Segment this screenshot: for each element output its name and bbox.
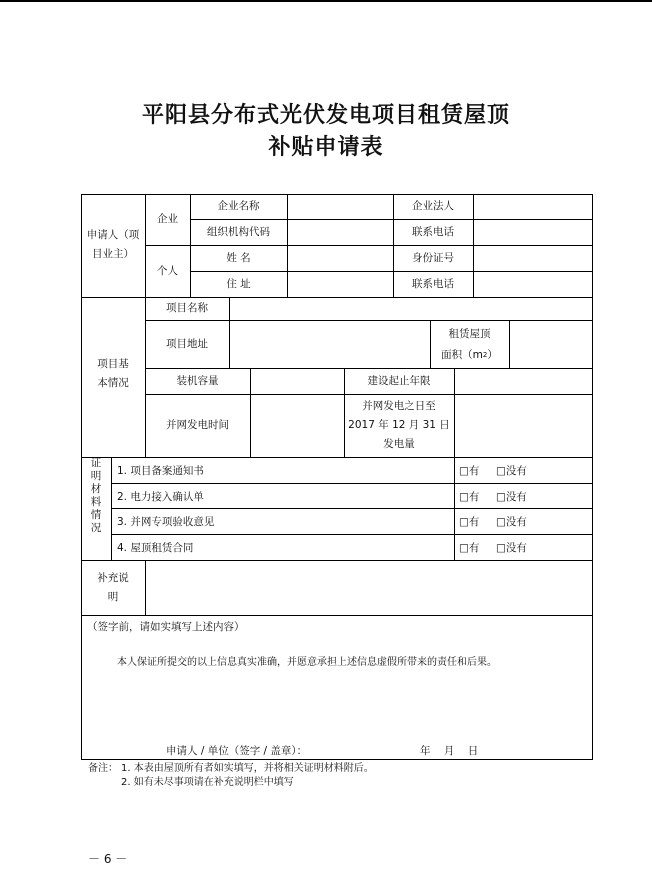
material-no-checkbox[interactable]: □没有 (496, 490, 527, 503)
capacity-label: 装机容量 (176, 374, 219, 387)
document-subtitle: 补贴申请表 (268, 134, 384, 160)
org-code-label: 组织机构代码 (207, 225, 270, 238)
project-address-label: 项目地址 (166, 337, 208, 350)
materials-label: 证明材料情况 (90, 457, 102, 534)
generation-label-1: 并网发电之日至 (362, 400, 436, 412)
enterprise-label: 企业 (157, 213, 178, 225)
roof-area-label-2: 面积（m 2 ） (441, 348, 498, 361)
material-yes-checkbox[interactable]: □有 (459, 516, 480, 528)
document-title: 平阳县分布式光伏发电项目租赁屋顶 (141, 102, 510, 128)
material-item-name: 3. 并网专项验收意见 (117, 516, 215, 528)
phone-label: 联系电话 (412, 225, 454, 238)
note-line-2: 2. 如有未尽事项请在补充说明栏中填写 (121, 777, 294, 788)
top-rule (0, 0, 652, 2)
page-number: － 6 － (88, 852, 128, 866)
generation-label-2: 2017 年 12 月 31 日 (348, 419, 450, 431)
project-name-label: 项目名称 (166, 302, 208, 314)
grid-time-label: 并网发电时间 (166, 419, 229, 431)
material-yes-checkbox[interactable]: □有 (459, 542, 480, 554)
supplement-label: 补充说明 (97, 572, 129, 603)
application-form (81, 194, 593, 760)
phone-label-2: 联系电话 (412, 277, 454, 290)
sign-date: 年 月 日 (420, 744, 479, 757)
declaration-text: 本人保证所提交的以上信息真实准确，并愿意承担上述信息虚假所带来的责任和后果。 (117, 656, 497, 668)
legal-person-label: 企业法人 (412, 200, 454, 212)
material-item-name: 4. 屋顶租赁合同 (117, 542, 194, 554)
notes-label: 备注： (88, 763, 118, 774)
material-item-name: 1. 项目备案通知书 (117, 465, 204, 477)
generation-label-3: 发电量 (383, 438, 415, 450)
period-label: 建设起止年限 (367, 374, 431, 387)
address-label: 住 址 (226, 277, 251, 290)
material-yes-checkbox[interactable]: □有 (459, 490, 480, 503)
material-no-checkbox[interactable]: □没有 (496, 465, 527, 477)
applicant-label: 申请人（项目业主） (86, 229, 140, 260)
signer-label: 申请人 / 单位（签字 / 盖章）： (166, 744, 308, 757)
name-label: 姓 名 (226, 251, 251, 264)
individual-label: 个人 (157, 264, 178, 277)
company-name-label: 企业名称 (217, 200, 260, 212)
material-no-checkbox[interactable]: □没有 (496, 516, 527, 528)
declaration-prompt: （签字前，请如实填写上述内容） (87, 620, 245, 633)
material-no-checkbox[interactable]: □没有 (496, 542, 527, 554)
material-yes-checkbox[interactable]: □有 (459, 465, 480, 477)
note-line-1: 1. 本表由屋顶所有者如实填写，并将相关证明材料附后。 (121, 763, 374, 774)
project-info-label: 项目基本情况 (97, 358, 129, 389)
id-number-label: 身份证号 (412, 251, 454, 264)
material-item-name: 2. 电力接入确认单 (117, 490, 204, 503)
roof-area-label-1: 租赁屋顶 (448, 327, 491, 340)
